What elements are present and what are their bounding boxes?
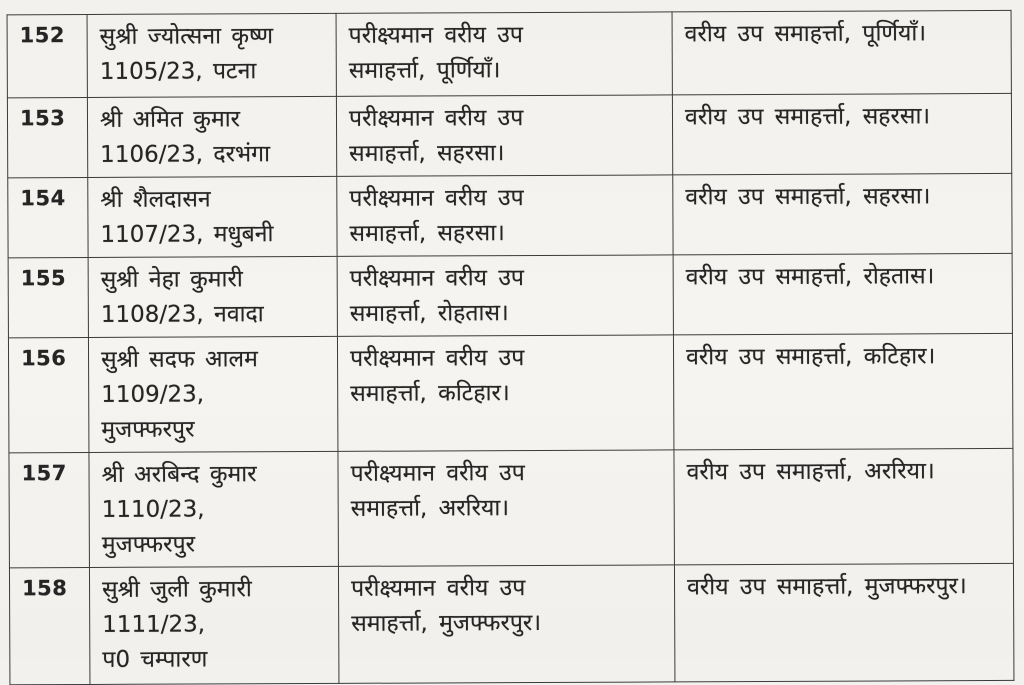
current-posting-line: परीक्ष्यमान वरीय उप bbox=[350, 460, 525, 487]
current-posting-cell bbox=[337, 335, 673, 451]
current-posting-line: समाहर्त्ता, कटिहार। bbox=[350, 380, 510, 407]
officer-name-line: श्री अरबिन्द कुमार bbox=[101, 461, 257, 488]
current-posting-line: परीक्ष्यमान वरीय उप bbox=[348, 105, 524, 132]
table-row bbox=[7, 10, 1011, 97]
table-row bbox=[9, 563, 1014, 684]
new-posting-text: वरीय उप समाहर्त्ता, मुजफ्फरपुर। bbox=[686, 573, 967, 601]
table-row bbox=[8, 173, 1012, 257]
new-posting-text: वरीय उप समाहर्त्ता, रोहतास। bbox=[685, 263, 935, 291]
officer-name-cell bbox=[89, 566, 339, 684]
current-posting-line: परीक्ष्यमान वरीय उप bbox=[348, 22, 523, 49]
new-posting-cell bbox=[674, 563, 1014, 681]
serial-cell bbox=[7, 14, 87, 97]
table-row bbox=[9, 448, 1013, 567]
officer-posting-table bbox=[7, 10, 1015, 685]
serial-number: 157 bbox=[21, 461, 67, 486]
new-posting-text: वरीय उप समाहर्त्ता, कटिहार। bbox=[685, 343, 936, 371]
scanned-page bbox=[7, 10, 1015, 685]
serial-number: 158 bbox=[21, 576, 68, 601]
current-posting-cell bbox=[337, 175, 673, 256]
current-posting-line: समाहर्त्ता, रोहतास। bbox=[349, 300, 509, 327]
current-posting-line: परीक्ष्यमान वरीय उप bbox=[349, 265, 525, 292]
serial-cell bbox=[8, 337, 89, 452]
current-posting-cell bbox=[337, 255, 673, 336]
serial-number: 156 bbox=[20, 346, 67, 371]
current-posting-cell bbox=[336, 12, 672, 96]
new-posting-cell bbox=[673, 173, 1012, 254]
officer-name-line: मुजफ्फरपुर bbox=[101, 531, 196, 558]
current-posting-line: परीक्ष्यमान वरीय उप bbox=[349, 185, 524, 212]
serial-cell bbox=[7, 97, 87, 177]
serial-cell bbox=[8, 177, 88, 257]
current-posting-line: परीक्ष्यमान वरीय उप bbox=[349, 345, 525, 372]
table-row bbox=[7, 93, 1011, 177]
officer-name-cell bbox=[88, 176, 337, 257]
new-posting-cell bbox=[672, 10, 1011, 94]
officer-name-cell bbox=[88, 336, 337, 452]
officer-name-line: श्री अमित कुमार bbox=[99, 106, 241, 133]
officer-name-line: मुजफ्फरपुर bbox=[101, 416, 195, 443]
officer-name-line: सुश्री नेहा कुमारी bbox=[100, 266, 243, 293]
current-posting-cell bbox=[336, 95, 672, 176]
officer-name-cell bbox=[87, 96, 336, 177]
serial-number: 153 bbox=[19, 106, 66, 131]
table-row bbox=[8, 333, 1012, 452]
current-posting-cell bbox=[338, 450, 674, 566]
officer-name-line: 1111/23, bbox=[102, 611, 206, 638]
new-posting-text: वरीय उप समाहर्त्ता, सहरसा। bbox=[684, 103, 931, 131]
current-posting-line: समाहर्त्ता, सहरसा। bbox=[349, 220, 505, 247]
serial-cell bbox=[9, 567, 90, 684]
officer-name-line: 1105/23, पटना bbox=[99, 58, 257, 85]
new-posting-text: वरीय उप समाहर्त्ता, अररिया। bbox=[686, 458, 935, 486]
current-posting-line: समाहर्त्ता, मुजफ्फरपुर। bbox=[351, 609, 542, 637]
officer-name-cell bbox=[89, 451, 338, 567]
officer-name-cell bbox=[87, 13, 336, 97]
table-row bbox=[8, 253, 1012, 337]
officer-name-line: 1109/23, bbox=[101, 381, 205, 408]
serial-cell bbox=[9, 452, 90, 567]
officer-name-line: सुश्री ज्योत्सना कृष्ण bbox=[99, 23, 274, 50]
new-posting-text: वरीय उप समाहर्त्ता, सहरसा। bbox=[685, 183, 931, 211]
officer-name-line: 1107/23, मधुबनी bbox=[100, 221, 274, 248]
officer-name-line: 1106/23, दरभंगा bbox=[100, 141, 271, 168]
new-posting-cell bbox=[674, 448, 1013, 564]
officer-name-line: सुश्री सदफ आलम bbox=[100, 346, 258, 373]
officer-name-line: 1108/23, नवादा bbox=[100, 301, 264, 328]
current-posting-line: परीक्ष्यमान वरीय उप bbox=[350, 575, 526, 602]
current-posting-line: समाहर्त्ता, सहरसा। bbox=[349, 140, 505, 167]
new-posting-cell bbox=[673, 253, 1012, 334]
serial-number: 155 bbox=[20, 266, 67, 291]
officer-name-line: सुश्री जुली कुमारी bbox=[101, 576, 252, 603]
officer-name-line: श्री शैलदासन bbox=[100, 186, 211, 213]
serial-number: 154 bbox=[20, 186, 66, 211]
table-body bbox=[7, 10, 1014, 684]
new-posting-cell bbox=[673, 333, 1012, 449]
officer-name-line: 1110/23, bbox=[101, 496, 205, 523]
current-posting-line: समाहर्त्ता, पूर्णियाँ। bbox=[348, 57, 501, 84]
current-posting-line: समाहर्त्ता, अररिया। bbox=[350, 495, 510, 522]
officer-name-line: प0 चम्पारण bbox=[102, 646, 208, 673]
current-posting-cell bbox=[338, 565, 675, 683]
new-posting-cell bbox=[672, 93, 1011, 174]
new-posting-text: वरीय उप समाहर्त्ता, पूर्णियाँ। bbox=[684, 20, 927, 48]
serial-number: 152 bbox=[19, 23, 66, 48]
officer-name-cell bbox=[88, 256, 337, 337]
serial-cell bbox=[8, 257, 88, 337]
